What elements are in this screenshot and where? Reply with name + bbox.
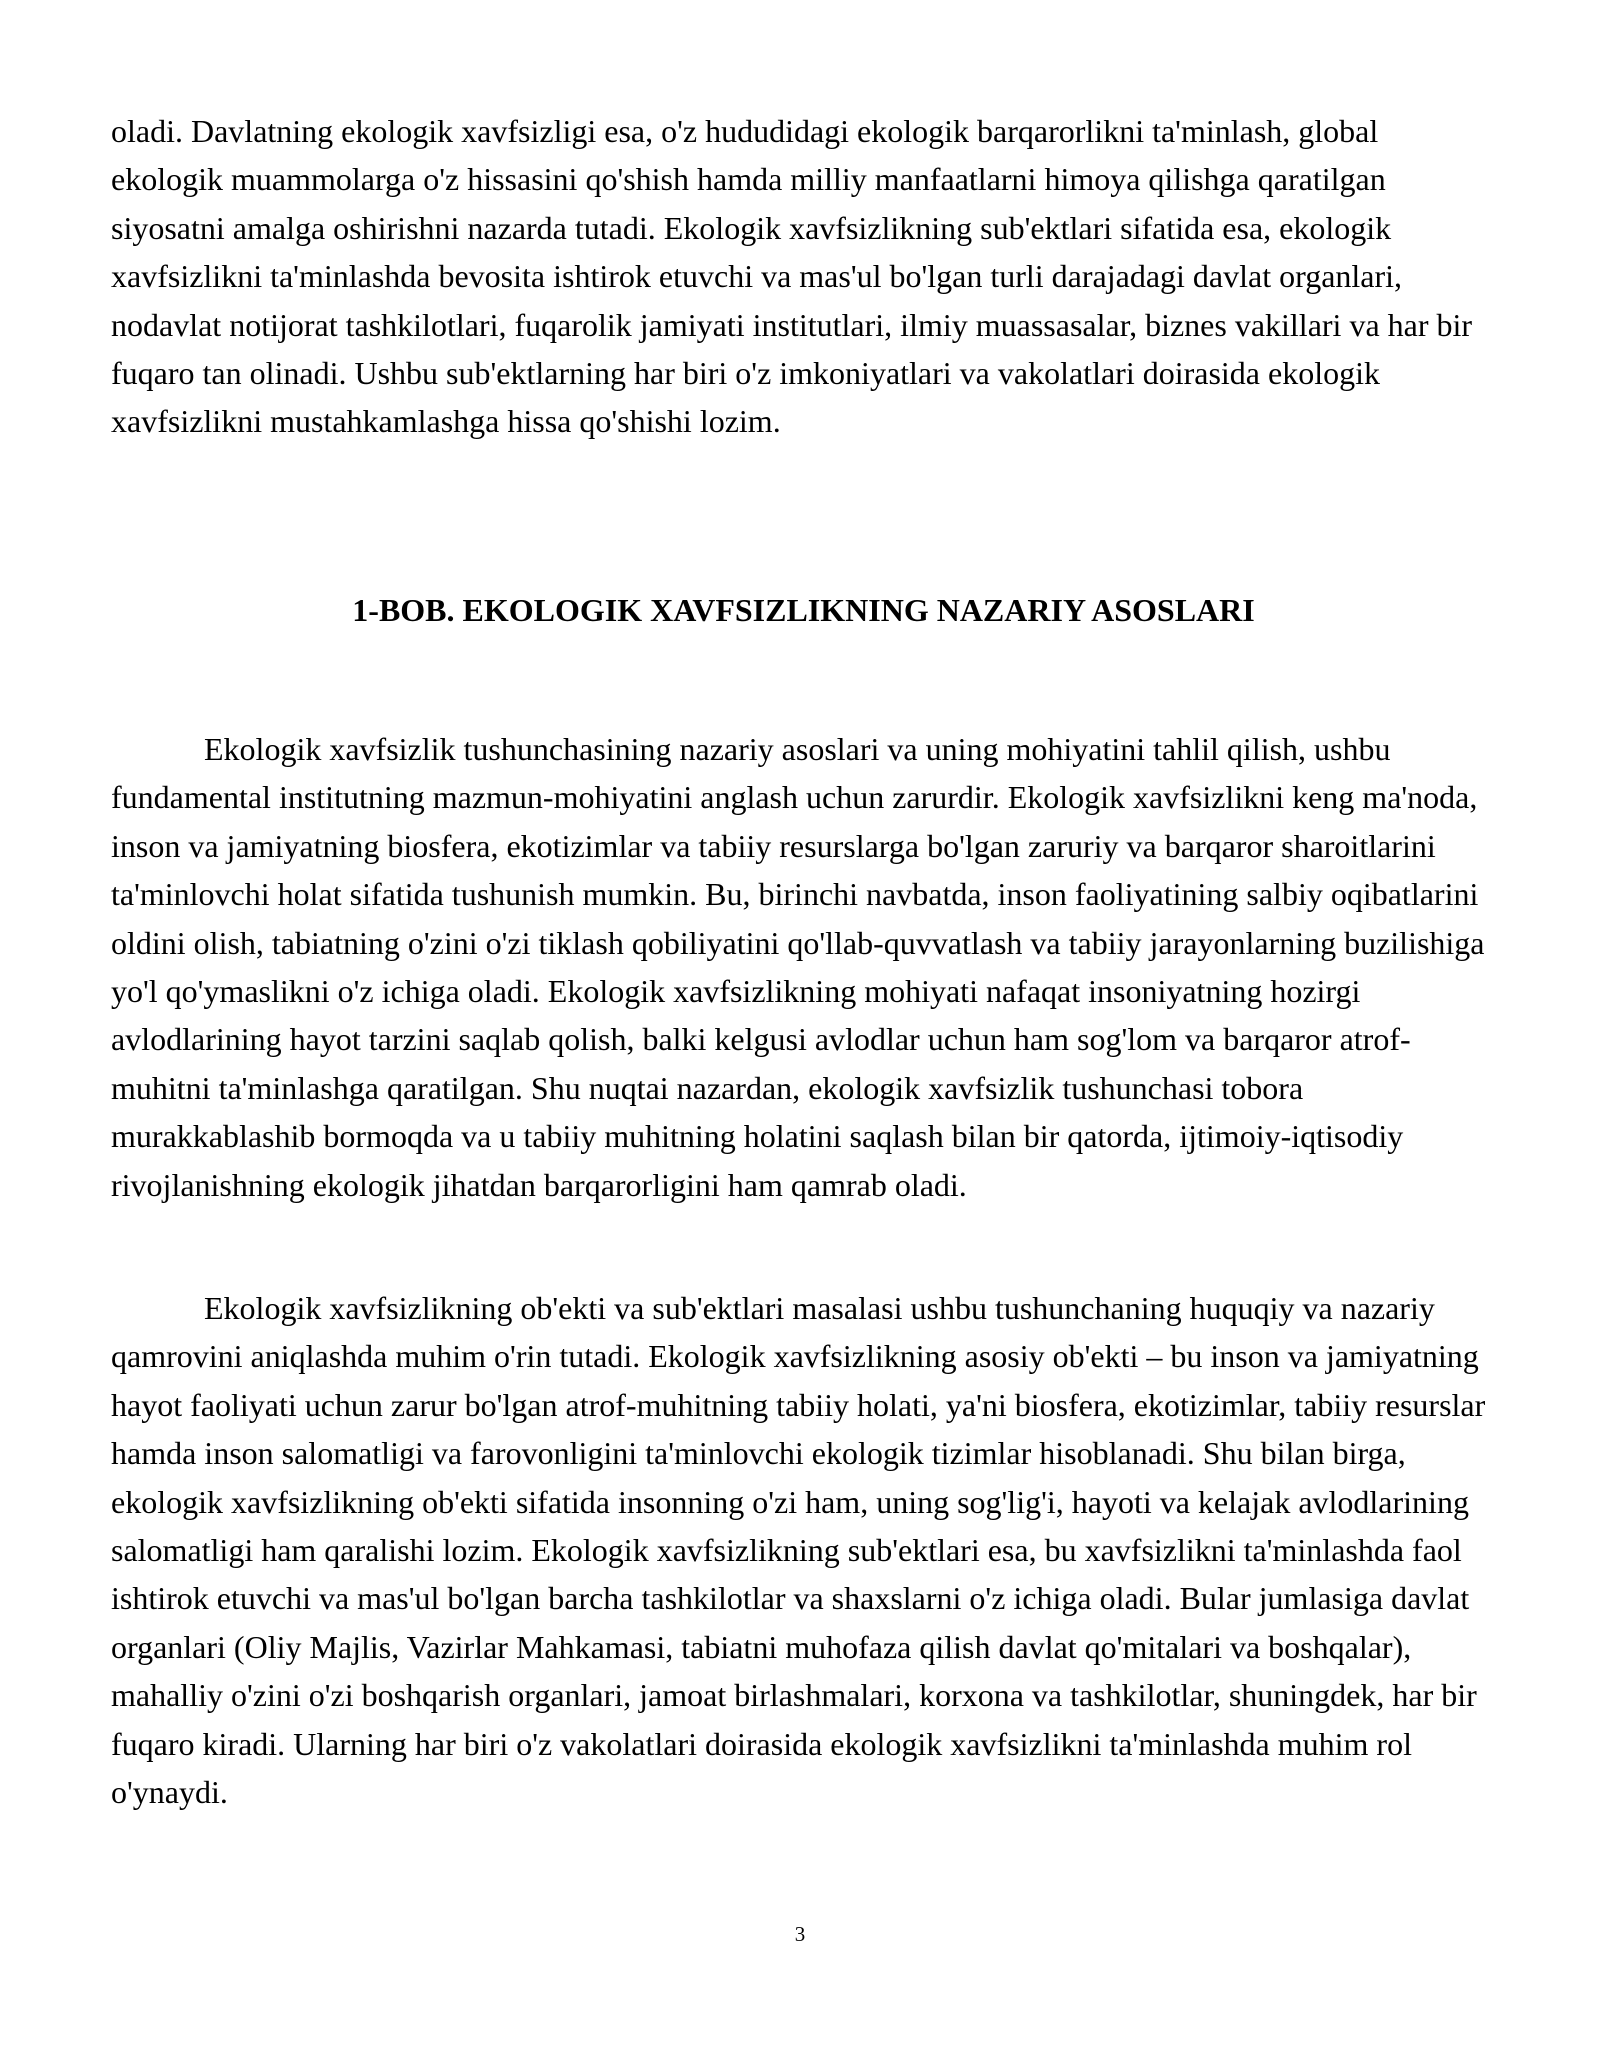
continuation-paragraph: oladi. Davlatning ekologik xavfsizligi esa, o'z hududidagi ekologik barqarorlikni ta'minlash, global ekologik muammolarga o'z hissasini qo'shish hamda milliy manfaatlarni himoya qilishga qaratilgan siyosatni amalga oshirishni nazarda tutadi. Ekologik xavfsizlikning sub'ektlari sifatida esa, ekologik xavfsizlikni ta'minlashda bevosita ishtirok etuvchi va mas'ul bo'lgan turli darajadagi davlat organlari, nodavlat notijorat tashkilotlari, fuqarolik jamiyati institutlari, ilmiy muassasalar, biznes vakillari va har bir fuqaro tan olinadi. Ushbu sub'ektlarning har biri o'z imkoniyatlari va vakolatlari doirasida ekologik xavfsizlikni mustahkamlashga hissa qo'shishi lozim. [111,113,1473,440]
chapter-heading: 1-BOB. EKOLOGIK XAVFSIZLIKNING NAZARIY ASOSLARI [352,592,1255,628]
body-paragraph-2: Ekologik xavfsizlikning ob'ekti va sub'ektlari masalasi ushbu tushunchaning huquqiy va nazariy qamrovini aniqlashda muhim o'rin tutadi. Ekologik xavfsizlikning asosiy ob'ekti – bu inson va jamiyatning hayot faoliyati uchun zarur bo'lgan atrof-muhitning tabiiy holati, ya'ni biosfera, ekotizimlar, tabiiy resurslar hamda inson salomatligi va farovonligini ta'minlovchi ekologik tizimlar hisoblanadi. Shu bilan birga, ekologik xavfsizlikning ob'ekti sifatida insonning o'zi ham, uning sog'lig'i, hayoti va kelajak avlodlarining salomatligi ham qaralishi lozim. Ekologik xavfsizlikning sub'ektlari esa, bu xavfsizlikni ta'minlashda faol ishtirok etuvchi va mas'ul bo'lgan barcha tashkilotlar va shaxslarni o'z ichiga oladi. Bular jumlasiga davlat organlari (Oliy Majlis, Vazirlar Mahkamasi, tabiatni muhofaza qilish davlat qo'mitalari va boshqalar), mahalliy o'zini o'zi boshqarish organlari, jamoat birlashmalari, korxona va tashkilotlar, shuningdek, har bir fuqaro kiradi. Ularning har biri o'z vakolatlari doirasida ekologik xavfsizlikni ta'minlashda muhim rol o'ynaydi. [111,1290,1486,1811]
body-paragraph-1: Ekologik xavfsizlik tushunchasining nazariy asoslari va uning mohiyatini tahlil qilish, ushbu fundamental institutning mazmun-mohiyatini anglash uchun zarurdir. Ekologik xavfsizlikni keng ma'noda, inson va jamiyatning biosfera, ekotizimlar va tabiiy resurslarga bo'lgan zaruriy va barqaror sharoitlarini ta'minlovchi holat sifatida tushunish mumkin. Bu, birinchi navbatda, inson faoliyatining salbiy oqibatlarini oldini olish, tabiatning o'zini o'zi tiklash qobiliyatini qo'llab-quvvatlash va tabiiy jarayonlarning buzilishiga yo'l qo'ymaslikni o'z ichiga oladi. Ekologik xavfsizlikning mohiyati nafaqat insoniyatning hozirgi avlodlarining hayot tarzini saqlab qolish, balki kelgusi avlodlar uchun ham sog'lom va barqaror atrof-muhitni ta'minlashga qaratilgan. Shu nuqtai nazardan, ekologik xavfsizlik tushunchasi tobora murakkablashib bormoqda va u tabiiy muhitning holatini saqlash bilan bir qatorda, ijtimoiy-iqtisodiy rivojlanishning ekologik jihatdan barqarorligini ham qamrab oladi. [111,731,1485,1203]
page-number: 3 [794,1922,806,1946]
